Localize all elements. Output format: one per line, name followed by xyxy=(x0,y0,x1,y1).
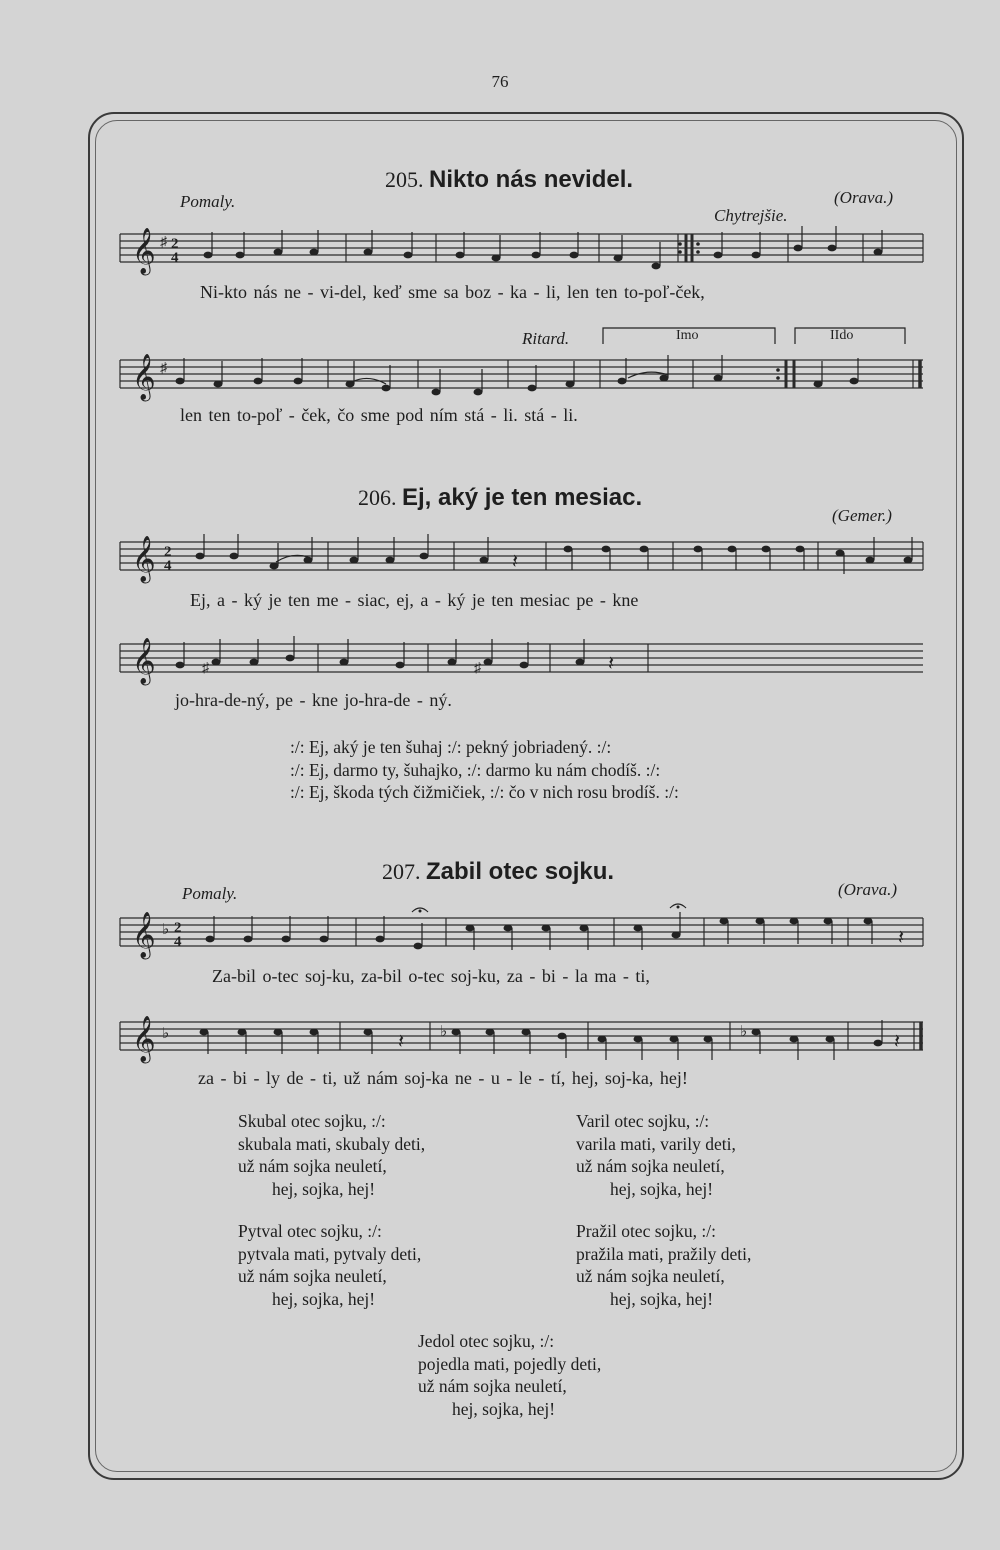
song-206-name: Ej, aký je ten mesiac. xyxy=(402,484,643,511)
stanza-line: Pytval otec sojku, :/: xyxy=(238,1221,382,1241)
song-206-staff-2 xyxy=(118,632,928,692)
song-205-tempo-change: Chytrejšie. xyxy=(714,206,788,225)
svg-text:4: 4 xyxy=(164,558,172,574)
svg-text:♭: ♭ xyxy=(162,1026,170,1042)
song-205-lyrics-2: len ten to-poľ - ček, čo sme pod ním stá - li. stá - li. xyxy=(180,405,578,425)
song-207-stanza-4 xyxy=(576,1220,751,1310)
stanza-line: hej, sojka, hej! xyxy=(272,1178,376,1199)
song-205-title xyxy=(385,166,633,194)
svg-text:𝄽: 𝄽 xyxy=(398,1031,405,1053)
svg-text:2: 2 xyxy=(171,236,179,252)
svg-text:♭: ♭ xyxy=(740,1024,748,1040)
song-207-staff-1 xyxy=(118,904,928,974)
stanza-line: už nám sojka neuletí, xyxy=(238,1156,387,1176)
song-205-lyrics-1: Ni-kto nás ne - vi-del, keď sme sa boz - ka - li, len ten to-poľ-ček, xyxy=(200,282,705,302)
page-number: 76 xyxy=(491,72,509,91)
song-206-title xyxy=(358,484,642,512)
stanza-line: Pražil otec sojku, :/: xyxy=(576,1221,716,1241)
stanza-line: pojedla mati, pojedly deti, xyxy=(418,1353,602,1374)
song-206-verse-3: :/: Ej, škoda tých čižmičiek, :/: čo v nich rosu brodíš. :/: xyxy=(290,782,679,802)
stanza-line: už nám sojka neuletí, xyxy=(418,1376,567,1396)
song-207-lyrics-1: Za-bil o-tec soj-ku, za-bil o-tec soj-ku, za - bi - la ma - ti, xyxy=(212,966,650,986)
song-206-verse-1: :/: Ej, aký je ten šuhaj :/: pekný jobriadený. :/: xyxy=(290,737,612,757)
song-207-number: 207. xyxy=(382,859,421,884)
song-206-staff-1 xyxy=(118,530,928,590)
song-205-volta-2: IIdo xyxy=(830,328,854,343)
svg-text:♯: ♯ xyxy=(202,661,209,676)
svg-text:♯: ♯ xyxy=(160,361,167,376)
svg-text:𝄞: 𝄞 xyxy=(132,228,156,274)
stanza-line: Varil otec sojku, :/: xyxy=(576,1111,710,1131)
song-206-number: 206. xyxy=(358,485,397,510)
stanza-line: skubala mati, skubaly deti, xyxy=(238,1133,426,1154)
svg-text:♭: ♭ xyxy=(162,922,170,938)
song-205-name: Nikto nás nevidel. xyxy=(429,166,634,193)
svg-text:4: 4 xyxy=(174,934,182,950)
song-207-stanza-1 xyxy=(238,1110,425,1200)
svg-text:𝄞: 𝄞 xyxy=(132,536,156,582)
svg-text:♭: ♭ xyxy=(440,1024,448,1040)
stanza-line: pytvala mati, pytvaly deti, xyxy=(238,1243,422,1264)
stanza-line: varila mati, varily deti, xyxy=(576,1133,736,1154)
stanza-line: už nám sojka neuletí, xyxy=(576,1156,725,1176)
stanza-line: Skubal otec sojku, :/: xyxy=(238,1111,386,1131)
stanza-line: hej, sojka, hej! xyxy=(610,1288,714,1309)
song-206-verses xyxy=(290,736,679,804)
song-207-lyrics-2: za - bi - ly de - ti, už nám soj-ka ne - u - le - tí, hej, soj-ka, hej! xyxy=(198,1068,688,1088)
svg-text:𝄽: 𝄽 xyxy=(894,1031,901,1053)
song-207-staff-2 xyxy=(118,1012,928,1072)
svg-text:𝄽: 𝄽 xyxy=(898,927,905,949)
svg-text:𝄽: 𝄽 xyxy=(512,551,519,573)
svg-text:𝄞: 𝄞 xyxy=(132,1016,156,1062)
song-207-stanza-5 xyxy=(418,1330,601,1420)
song-207-name: Zabil otec sojku. xyxy=(426,858,615,885)
svg-text:♯: ♯ xyxy=(474,661,481,676)
song-205-staff-2 xyxy=(118,348,928,408)
song-206-region: (Gemer.) xyxy=(832,506,892,525)
song-205-volta-1: Imo xyxy=(676,328,699,343)
svg-text:𝄞: 𝄞 xyxy=(132,638,156,684)
stanza-line: Jedol otec sojku, :/: xyxy=(418,1331,555,1351)
svg-text:𝄞: 𝄞 xyxy=(132,354,156,400)
song-206-verse-2: :/: Ej, darmo ty, šuhajko, :/: darmo ku nám chodíš. :/: xyxy=(290,759,661,780)
song-205-region: (Orava.) xyxy=(834,188,894,207)
svg-text:𝄞: 𝄞 xyxy=(132,912,156,958)
stanza-line: pražila mati, pražily deti, xyxy=(576,1243,752,1264)
stanza-line: hej, sojka, hej! xyxy=(452,1398,556,1419)
stanza-line: už nám sojka neuletí, xyxy=(576,1266,725,1286)
song-207-title xyxy=(382,858,614,886)
svg-text:♯: ♯ xyxy=(160,235,167,250)
stanza-line: hej, sojka, hej! xyxy=(610,1178,714,1199)
svg-text:𝄽: 𝄽 xyxy=(608,653,615,675)
song-207-tempo: Pomaly. xyxy=(182,884,238,903)
song-207-region: (Orava.) xyxy=(838,880,898,899)
song-206-lyrics-1: Ej, a - ký je ten me - siac, ej, a - ký je ten mesiac pe - kne xyxy=(190,590,639,610)
song-207-stanza-3 xyxy=(238,1220,421,1310)
svg-text:4: 4 xyxy=(171,250,179,266)
song-205-number: 205. xyxy=(385,167,424,192)
svg-text:2: 2 xyxy=(164,544,172,560)
song-206-lyrics-2: jo-hra-de-ný, pe - kne jo-hra-de - ný. xyxy=(175,690,452,710)
song-205-volta-brackets xyxy=(600,326,920,350)
song-205-ritard: Ritard. xyxy=(522,329,570,348)
song-205-tempo: Pomaly. xyxy=(180,192,236,211)
song-207-stanza-2 xyxy=(576,1110,736,1200)
stanza-line: hej, sojka, hej! xyxy=(272,1288,376,1309)
stanza-line: už nám sojka neuletí, xyxy=(238,1266,387,1286)
svg-text:2: 2 xyxy=(174,920,182,936)
